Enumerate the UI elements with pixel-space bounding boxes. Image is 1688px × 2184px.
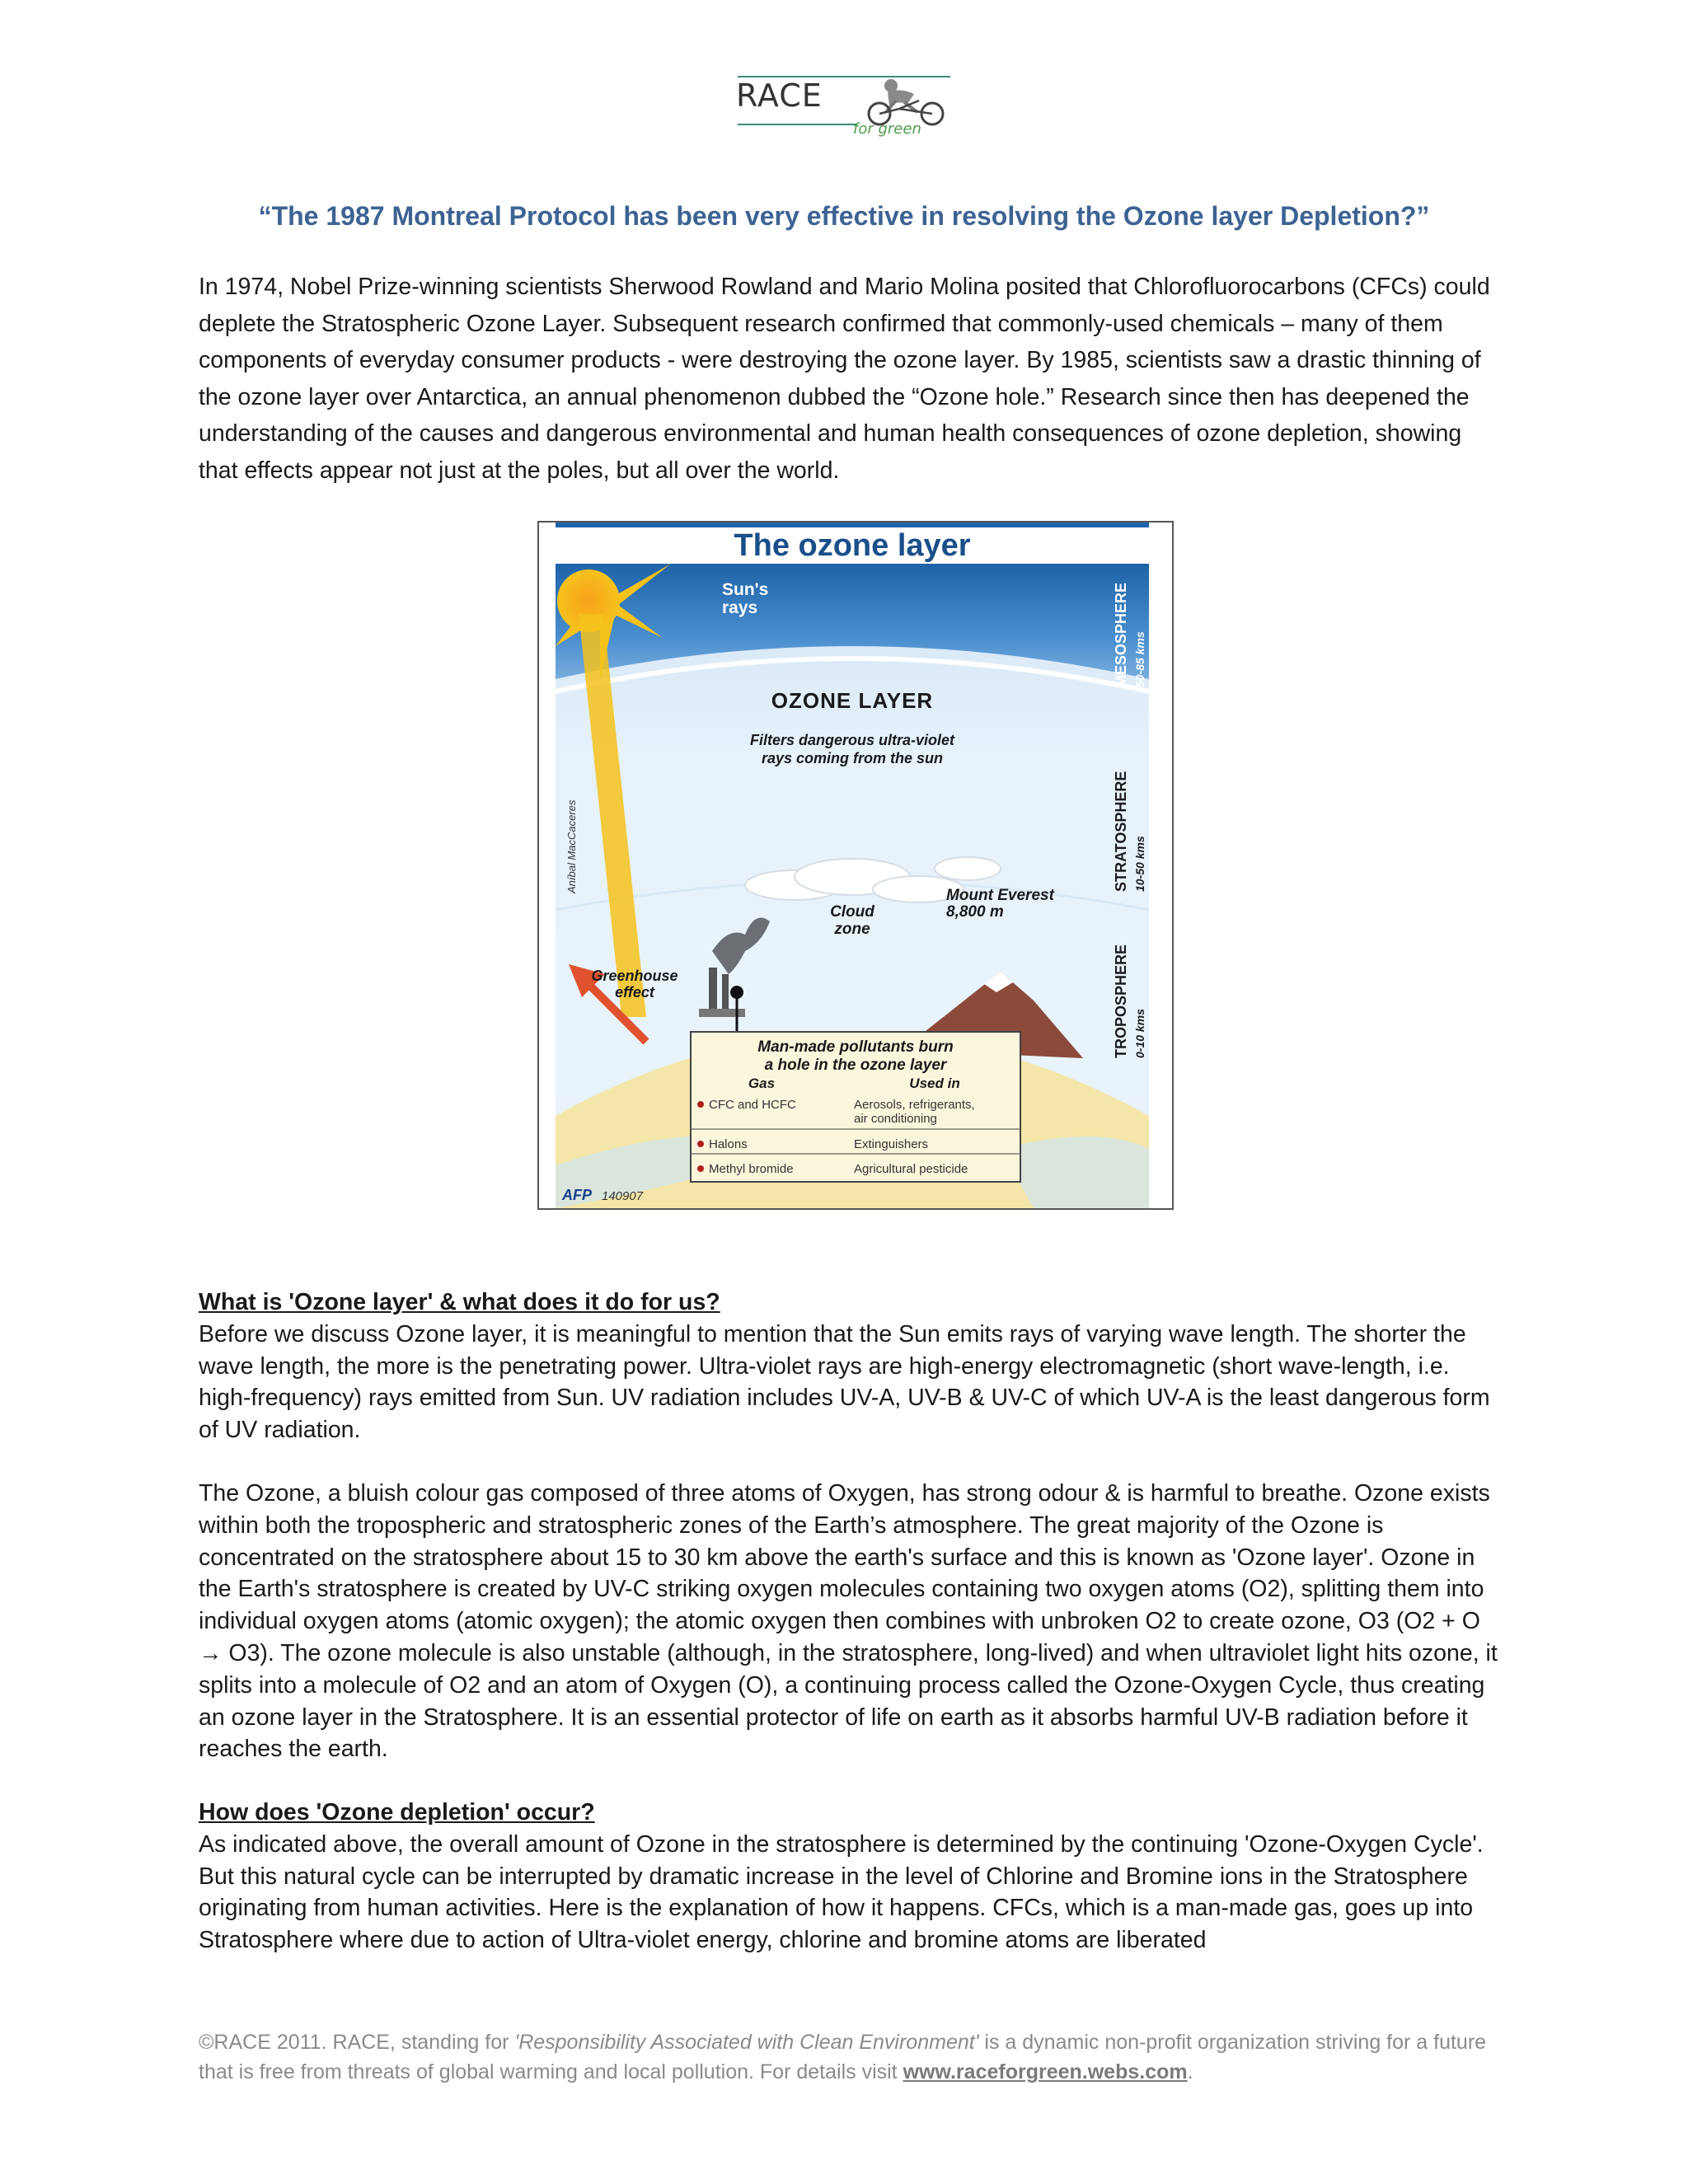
gas-row-2: Halons xyxy=(709,1137,748,1151)
section1-paragraph-1: Before we discuss Ozone layer, it is meaningful to mention that the Sun emits rays of varying wave length. The shorter the wave length, the more is the penetrating power. Ultra-violet rays are high-energy electromagnetic (short wave-length, i.e. high-frequency) rays emitted from Sun. UV radiation includes UV-A, UV-B & UV-C of which UV-A is the least dangerous form of UV radiation. xyxy=(199,1320,1490,1444)
filters-text-1: Filters dangerous ultra-violet xyxy=(749,732,955,748)
footer-end: . xyxy=(1187,2060,1193,2083)
figure-title: The ozone layer xyxy=(734,528,971,563)
stratosphere-label: STRATOSPHERE xyxy=(1113,771,1129,892)
agency-code: 140907 xyxy=(602,1189,644,1203)
document-title: “The 1987 Montreal Protocol has been very effective in resolving the Ozone layer Depletion?” xyxy=(258,201,1430,231)
pin-marker-icon xyxy=(730,986,743,999)
filters-text-2: rays coming from the sun xyxy=(761,750,944,766)
ozone-layer-label: OZONE LAYER xyxy=(771,688,934,713)
footer-rest: is a dynamic non-profit organization striving for a future that is free from threats of global warming and local pollution. For details visit xyxy=(199,2031,1487,2083)
section-ozone-layer xyxy=(199,1286,1501,1446)
troposphere-range: 0-10 kms xyxy=(1133,1009,1146,1058)
ozone-layer-infographic xyxy=(537,521,1174,1210)
suns-rays-label-2: rays xyxy=(722,598,758,617)
pollutants-heading-1: Man-made pollutants burn xyxy=(757,1038,954,1056)
website-link[interactable]: www.raceforgreen.webs.com xyxy=(903,2060,1188,2083)
used-row-2: Extinguishers xyxy=(854,1137,929,1151)
cloud-zone-label: Cloud xyxy=(830,903,874,921)
logo-brand: RACE xyxy=(736,77,823,114)
column-gas: Gas xyxy=(748,1076,776,1091)
section2-paragraph-1: As indicated above, the overall amount of Ozone in the stratosphere is determined by the continuing 'Ozone-Oxygen Cycle'. But this natural cycle can be interrupted by dramatic increase in the level of Chlorine and Bromine ions in the Stratosphere originating from human activities. Here is the explanation of how it happens. CFCs, which is a man-made gas, goes up into Stratosphere where due to action of Ultra-violet energy, chlorine and bromine atoms are liberated xyxy=(199,1830,1484,1954)
suns-rays-label: Sun's xyxy=(722,580,769,599)
intro-paragraph: In 1974, Nobel Prize-winning scientists Sherwood Rowland and Mario Molina posited that Chlorofluorocarbons (CFCs) could deplete the Stratospheric Ozone Layer. Subsequent research confirmed that commonly-used chemicals – many of them components of everyday consumer products - were destroying the ozone layer. By 1985, scientists saw a drastic thinning of the ozone layer over Antarctica, an annual phenomenon dubbed the “Ozone hole.” Research since then has deepened the understanding of the causes and dangerous environmental and human health consequences of ozone depletion, showing that effects appear not just at the poles, but all over the world. xyxy=(199,274,1490,484)
agency-logo: AFP xyxy=(562,1187,592,1203)
everest-height: 8,800 m xyxy=(946,903,1004,921)
section1-paragraph-2: The Ozone, a bluish colour gas composed of three atoms of Oxygen, has strong odour & is harmful to breathe. Ozone exists within both the tropospheric and stratospheric zones of the Earth’s atmosphere. The great majority of the Ozone is concentrated on the stratosphere about 15 to 30 km above the earth's surface and this is known as 'Ozone layer'. Ozone in the Earth's stratosphere is created by UV-C striking oxygen molecules containing two oxygen atoms (O2), splitting them into individual oxygen atoms (atomic oxygen); the atomic oxygen then combines with unbroken O2 to create ozone, O3 (O2 + O → O3). The ozone molecule is also unstable (although, in the stratosphere, long-lived) and when ultraviolet light hits ozone, it splits into a molecule of O2 and an atom of Oxygen (O), a continuing process called the Ozone-Oxygen Cycle, thus creating an ozone layer in the Stratosphere. It is an essential protector of life on earth as it absorbs harmful UV-B radiation before it reaches the earth. xyxy=(199,1480,1498,1763)
used-row-3: Agricultural pesticide xyxy=(854,1162,968,1176)
logo-tagline: for green xyxy=(853,120,921,138)
logo-rule-bottom xyxy=(738,124,857,125)
mesosphere-label: MESOSPHERE xyxy=(1113,582,1129,687)
used-row-1: Aerosols, refrigerants, xyxy=(854,1098,975,1112)
mesosphere-range: 50-85 kms xyxy=(1133,631,1146,687)
gas-row-3: Methyl bromide xyxy=(709,1162,794,1176)
footer-note xyxy=(199,2027,1517,2087)
everest-label: Mount Everest xyxy=(946,887,1054,904)
greenhouse-label-2: effect xyxy=(615,984,654,1001)
stratosphere-range: 10-50 kms xyxy=(1133,836,1146,892)
section-heading-ozone-layer: What is 'Ozone layer' & what does it do for us? xyxy=(199,1289,720,1315)
section-ozone-depletion xyxy=(199,1797,1501,1957)
column-used-in: Used in xyxy=(909,1076,960,1091)
greenhouse-label: Greenhouse xyxy=(591,968,678,984)
gas-row-1: CFC and HCFC xyxy=(709,1098,796,1112)
illustrator-credit: Aníbal MacCaceres xyxy=(565,799,578,893)
pollutants-heading-2: a hole in the ozone layer xyxy=(764,1057,947,1074)
used-row-1b: air conditioning xyxy=(854,1112,937,1126)
pollutants-table xyxy=(691,1032,1020,1182)
troposphere-label: TROPOSPHERE xyxy=(1113,944,1129,1058)
cyclist-icon xyxy=(850,76,957,127)
footer-lead: ©RACE 2011. RACE, standing for xyxy=(199,2031,515,2054)
race-logo xyxy=(736,73,959,142)
cloud-zone-label-2: zone xyxy=(834,921,870,938)
footer-expansion: 'Responsibility Associated with Clean Environment' xyxy=(514,2031,979,2054)
section-heading-ozone-depletion: How does 'Ozone depletion' occur? xyxy=(199,1799,595,1825)
